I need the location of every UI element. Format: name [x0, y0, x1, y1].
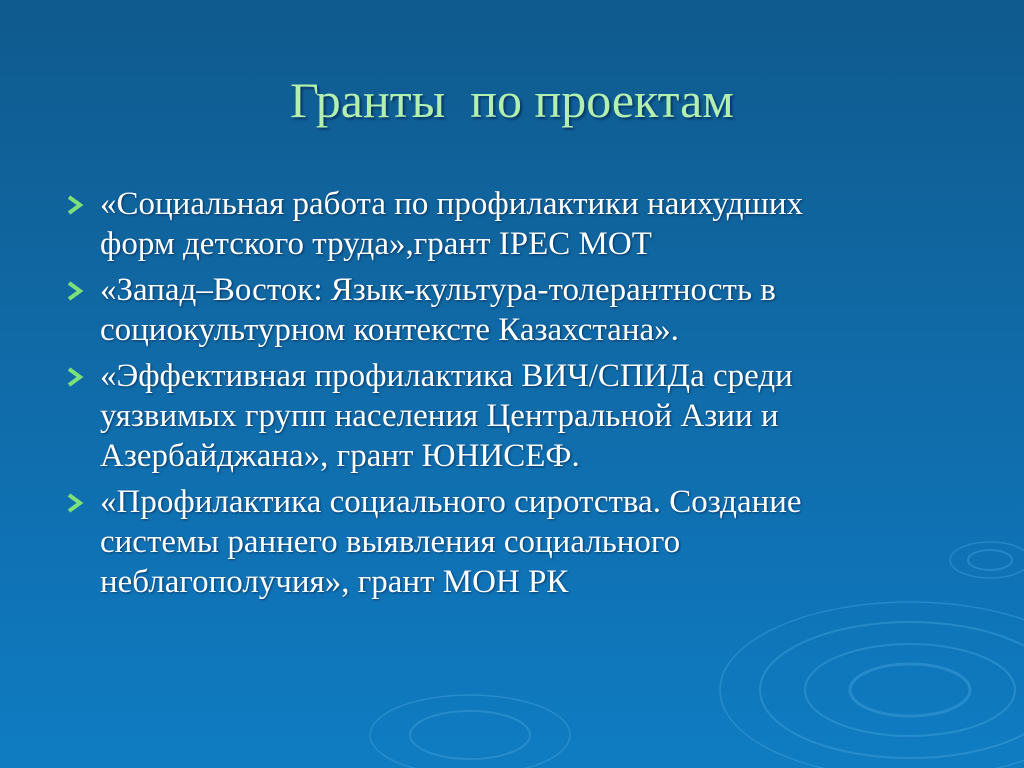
chevron-right-icon: [64, 280, 86, 302]
bullet-text: «Социальная работа по профилактики наихудших форм детского труда»,грант IPEC МОТ: [100, 186, 804, 262]
list-item: [64, 270, 974, 350]
bullet-list: [64, 184, 974, 608]
chevron-right-icon: [64, 194, 86, 216]
list-item: [64, 184, 974, 264]
chevron-right-icon: [64, 366, 86, 388]
list-item: [64, 356, 974, 476]
bullet-text: «Эффективная профилактика ВИЧ/СПИДа среди уязвимых групп населения Центральной Азии и Азербайджана», грант ЮНИСЕФ.: [100, 358, 793, 474]
chevron-right-icon: [64, 492, 86, 514]
bullet-text: «Запад–Восток: Язык-культура-толерантность в социокультурном контексте Казахстана».: [100, 272, 776, 348]
list-item: [64, 482, 974, 602]
bullet-text: «Профилактика социального сиротства. Создание системы раннего выявления социального неблагополучия», грант МОН РК: [100, 484, 802, 600]
slide-title: Гранты по проектам: [290, 72, 734, 128]
